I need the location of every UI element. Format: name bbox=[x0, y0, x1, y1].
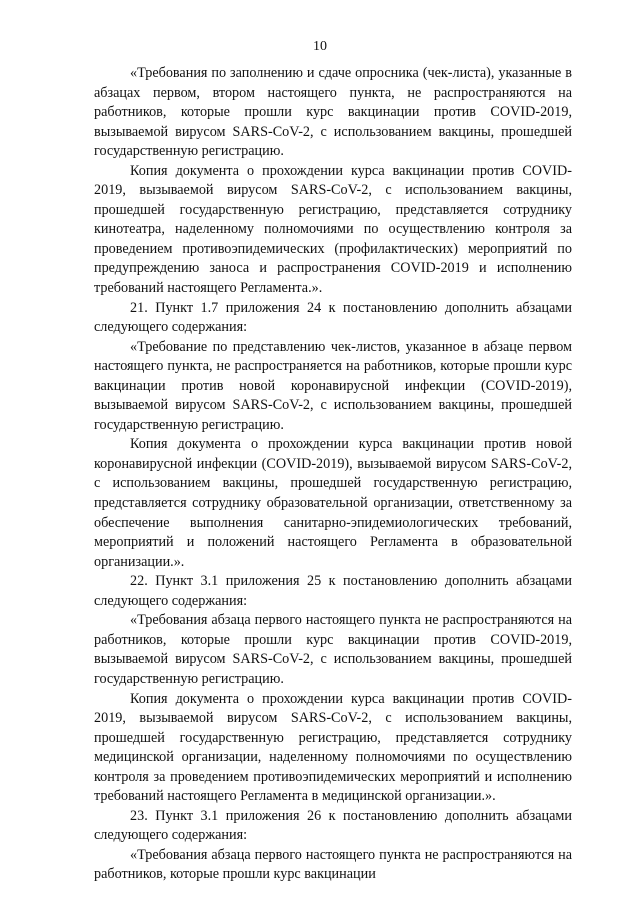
paragraph-1: «Требования по заполнению и сдаче опросника (чек-листа), указанные в абзацах первом, втором настоящего пункта, не распространяются на работников, которые прошли курс вакцинации против COVID-2019, вызываемой вирусом SARS-CoV-2, с использованием вакцины, прошедшей государственную регистрацию. bbox=[94, 65, 572, 160]
paragraph-10: «Требования абзаца первого настоящего пункта не распространяются на работников, которые прошли курс вакцинации bbox=[94, 846, 572, 883]
document-body bbox=[94, 64, 572, 885]
paragraph-6: 22. Пункт 3.1 приложения 25 к постановлению дополнить абзацами следующего содержания: bbox=[94, 573, 572, 609]
paragraph-9: 23. Пункт 3.1 приложения 26 к постановлению дополнить абзацами следующего содержания: bbox=[94, 807, 572, 844]
paragraph-4: «Требование по представлению чек-листов, указанное в абзаце первом настоящего пункта, не распространяется на работников, которые прошли курс вакцинации против новой коронавирусной инфекции (COVID-2019), вызываемой вирусом SARS-CoV-2, с использованием вакцины, прошедшей государственную регистрацию. bbox=[94, 338, 572, 433]
paragraph-5: Копия документа о прохождении курса вакцинации против новой коронавирусной инфекции (COVID-2019), вызываемой вирусом SARS-CoV-2, с использованием вакцины, прошедшей государственную регистрацию, представляется сотруднику образовательной организации, ответственному за обеспечение выполнения санитарно-эпидемиологических требований, мероприятий и положений настоящего Регламента в образовательной организации.». bbox=[94, 436, 572, 570]
page-number: 10 bbox=[313, 39, 327, 54]
paragraph-8: Копия документа о прохождении курса вакцинации против COVID-2019, вызываемой вирусом SARS-CoV-2, с использованием вакцины, прошедшей государственную регистрацию, представляется сотруднику медицинской организации, наделенному полномочиями по осуществлению контроля за проведением противоэпидемических мероприятий и исполнению требований настоящего Регламента в медицинской организации.». bbox=[94, 690, 572, 805]
paragraph-7: «Требования абзаца первого настоящего пункта не распространяются на работников, которые прошли курс вакцинации против COVID-2019, вызываемой вирусом SARS-CoV-2, с использованием вакцины, прошедшей государственную регистрацию. bbox=[94, 612, 572, 687]
paragraph-2: Копия документа о прохождении курса вакцинации против COVID-2019, вызываемой вирусом SARS-CoV-2, с использованием вакцины, прошедшей государственную регистрацию, представляется сотруднику кинотеатра, наделенному полномочиями по осуществлению контроля за проведением противоэпидемических (профилактических) мероприятий по предупреждению заноса и распространения COVID-2019 и исполнению требований настоящего Регламента.». bbox=[94, 162, 572, 297]
paragraph-3: 21. Пункт 1.7 приложения 24 к постановлению дополнить абзацами следующего содержания: bbox=[94, 299, 572, 336]
